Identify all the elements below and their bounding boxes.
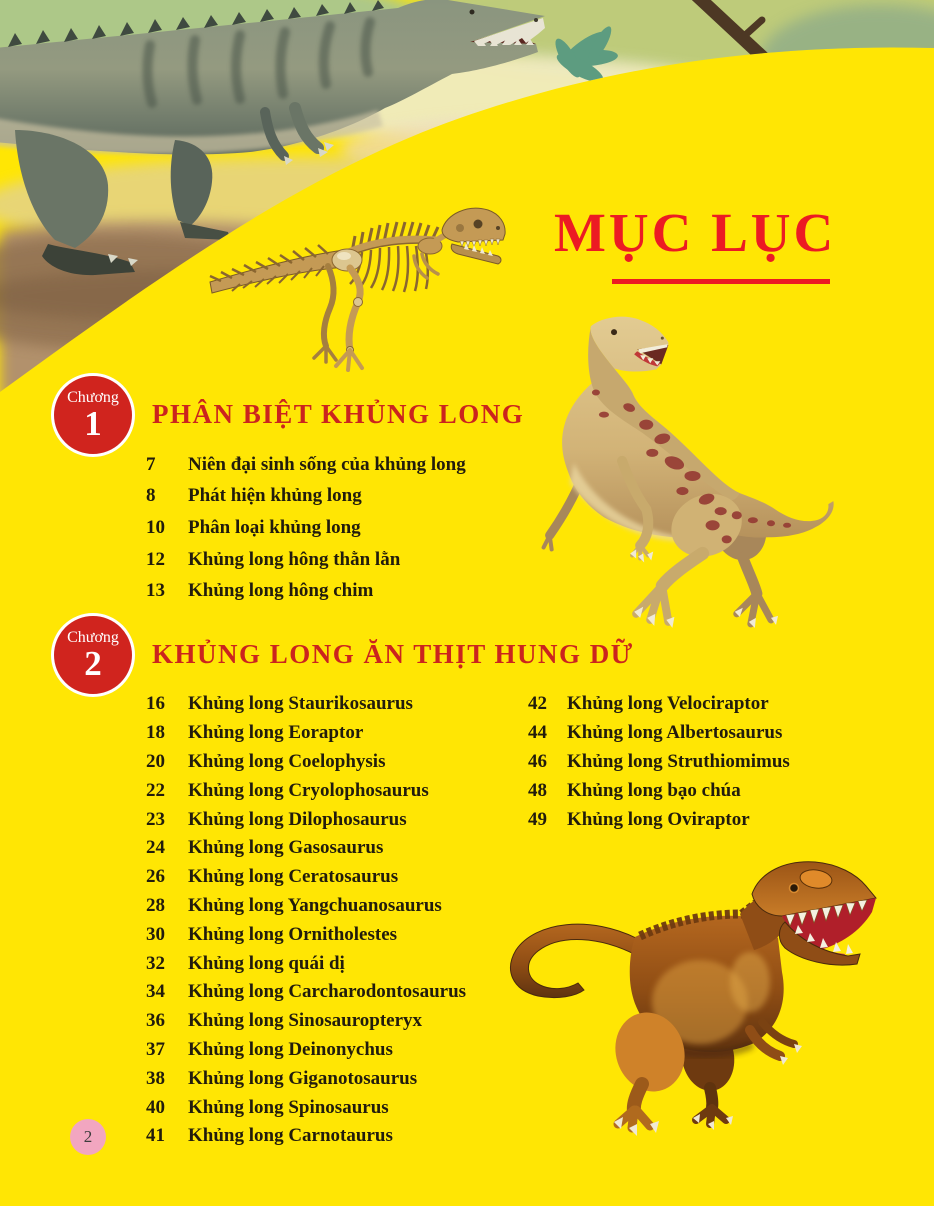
spotted-theropod-illustration	[533, 312, 851, 644]
toc-row	[146, 575, 466, 607]
chapter-2-badge	[51, 613, 135, 697]
chapter-badge-label: Chương	[67, 629, 119, 646]
chapter-2-title: KHỦNG LONG ĂN THỊT HUNG DỮ	[152, 639, 634, 669]
toc-page-number: 18	[146, 722, 165, 744]
toc-entry-label: Phát hiện khủng long	[188, 485, 362, 507]
toc-page-number: 30	[146, 923, 165, 945]
toc-entry-label: Khủng long Cryolophosaurus	[188, 779, 429, 801]
toc-entry-label: Khủng long bạo chúa	[567, 779, 741, 801]
toc-entry-label: Khủng long Dilophosaurus	[188, 808, 407, 830]
toc-page-number: 24	[146, 837, 165, 859]
toc-row	[146, 863, 466, 892]
toc-entry-label: Khủng long hông thằn lằn	[188, 548, 401, 570]
toc-entry-label: Niên đại sinh sống của khủng long	[188, 453, 466, 475]
toc-page-number: 7	[146, 453, 156, 475]
dinosaur-eye	[470, 10, 475, 15]
toc-entry-label: Khủng long Coelophysis	[188, 750, 386, 772]
toc-entry-label: Khủng long Carnotaurus	[188, 1125, 393, 1147]
toc-row	[146, 481, 466, 513]
toc-row	[146, 544, 466, 576]
toc-entry-label: Khủng long Oviraptor	[567, 808, 750, 830]
toc-page-number: 22	[146, 779, 165, 801]
toc-row	[146, 449, 466, 481]
toc-page-number: 42	[528, 693, 547, 715]
toc-page-number: 23	[146, 808, 165, 830]
toc-page-number: 49	[528, 808, 547, 830]
toc-row	[146, 512, 466, 544]
page-title: MỤC LỤC	[554, 202, 837, 263]
toc-row	[146, 834, 466, 863]
toc-page-number: 12	[146, 548, 165, 570]
toc-entry-label: Khủng long Gasosaurus	[188, 837, 384, 859]
toc-entry-label: Khủng long Giganotosaurus	[188, 1067, 418, 1089]
toc-row	[146, 1064, 466, 1093]
toc-entry-label: Phân loại khủng long	[188, 516, 361, 538]
toc-row	[146, 1007, 466, 1036]
chapter-2-toc-list-left	[146, 690, 466, 1151]
toc-entry-label: Khủng long Albertosaurus	[567, 722, 783, 744]
toc-page-number: 36	[146, 1010, 165, 1032]
chapter-1-badge	[51, 373, 135, 457]
toc-entry-label: Khủng long Sinosauropteryx	[188, 1010, 423, 1032]
dinosaur-eye	[611, 329, 617, 335]
toc-entry-label: Khủng long Struthiomimus	[567, 750, 790, 772]
toc-row	[146, 690, 466, 719]
toc-page-number: 10	[146, 516, 165, 538]
toc-row	[146, 1036, 466, 1065]
title-underline	[612, 279, 830, 284]
toc-row	[146, 719, 466, 748]
toc-entry-label: Khủng long quái dị	[188, 952, 345, 974]
toc-entry-label: Khủng long Carcharodontosaurus	[188, 981, 467, 1003]
chapter-badge-number: 1	[84, 404, 102, 443]
toc-page-number: 44	[528, 722, 547, 744]
toc-page-number: 40	[146, 1096, 165, 1118]
toc-row	[146, 805, 466, 834]
toc-row	[528, 776, 790, 805]
chapter-badge-number: 2	[84, 644, 102, 683]
toc-page-number: 48	[528, 779, 547, 801]
toc-page-number: 8	[146, 485, 156, 507]
toc-entry-label: Khủng long Eoraptor	[188, 722, 364, 744]
toc-row	[528, 748, 790, 777]
toc-entry-label: Khủng long Deinonychus	[188, 1038, 393, 1060]
toc-entry-label: Khủng long Velociraptor	[567, 693, 769, 715]
dinosaur-skeleton-illustration	[206, 196, 506, 386]
chapter-badge-label: Chương	[67, 389, 119, 406]
toc-page-number: 20	[146, 750, 165, 772]
toc-row	[146, 920, 466, 949]
toc-row	[146, 978, 466, 1007]
toc-entry-label: Khủng long Spinosaurus	[188, 1096, 389, 1118]
toc-row	[146, 776, 466, 805]
toc-entry-label: Khủng long Yangchuanosaurus	[188, 894, 442, 916]
toc-page-number: 32	[146, 952, 165, 974]
toc-page-number: 26	[146, 866, 165, 888]
toc-row	[146, 1093, 466, 1122]
toc-row	[146, 748, 466, 777]
toc-row	[146, 892, 466, 921]
toc-row	[146, 949, 466, 978]
toc-row	[528, 690, 790, 719]
toc-page-number: 13	[146, 580, 165, 602]
tyrannosaurus-illustration	[500, 852, 885, 1137]
toc-page-number: 38	[146, 1067, 165, 1089]
toc-row	[528, 805, 790, 834]
toc-row	[146, 1122, 466, 1151]
toc-page-number: 16	[146, 693, 165, 715]
chapter-1-toc-list	[146, 449, 466, 607]
toc-entry-label: Khủng long Staurikosaurus	[188, 693, 413, 715]
toc-entry-label: Khủng long Ornitholestes	[188, 923, 398, 945]
toc-page-number: 41	[146, 1125, 165, 1147]
page-number-badge: 2	[70, 1119, 106, 1155]
toc-row	[528, 719, 790, 748]
dinosaur-eye	[790, 884, 799, 893]
toc-page-number: 46	[528, 750, 547, 772]
chapter-2-toc-list-right	[528, 690, 790, 834]
toc-entry-label: Khủng long hông chim	[188, 580, 374, 602]
toc-page-number: 28	[146, 894, 165, 916]
toc-page-number: 37	[146, 1038, 165, 1060]
toc-page-number: 34	[146, 981, 165, 1003]
chapter-1-title: PHÂN BIỆT KHỦNG LONG	[152, 399, 525, 429]
toc-entry-label: Khủng long Ceratosaurus	[188, 866, 399, 888]
